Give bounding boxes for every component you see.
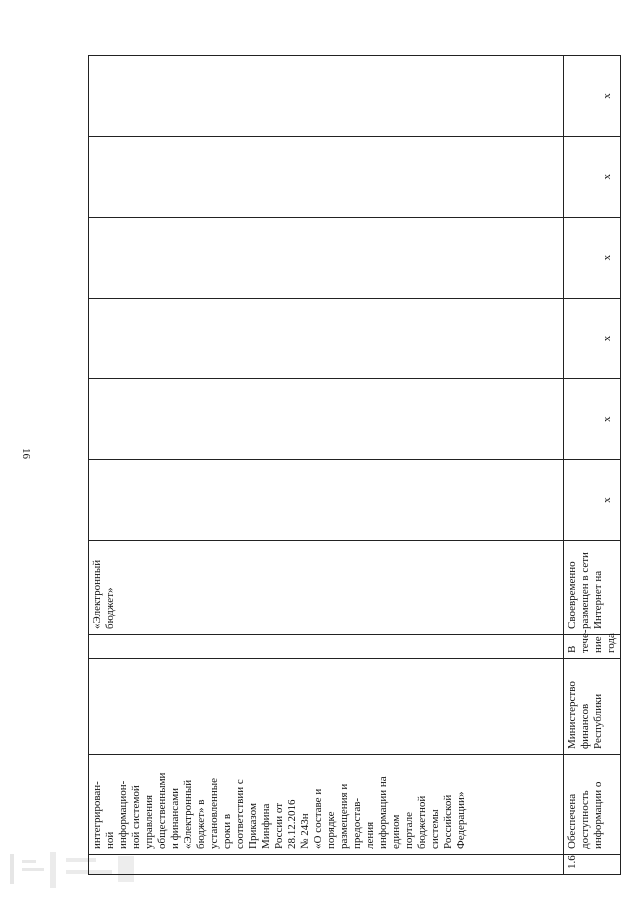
cell-mark: x: [564, 298, 621, 379]
cell-mark: [89, 379, 564, 460]
cell-task: интегрирован- ной информацион- ной системой управления общественными и финансами «Электронный бюджет» в установленные сроки в соответствии с Приказом Минфина России от 28.12.2016 № 243н «О составе и порядке размещения и предостав- ления информации на едином портале бюджетной системы Российской Федерации»: [89, 755, 564, 855]
cell-number: [89, 855, 564, 875]
cell-mark: [89, 460, 564, 541]
cell-mark: [89, 56, 564, 137]
cell-result: Своевременно размещен в сети Интернет на: [564, 541, 621, 635]
cell-mark: x: [564, 217, 621, 298]
cell-mark: x: [564, 379, 621, 460]
cell-mark: [89, 136, 564, 217]
report-table: [88, 55, 621, 875]
table-row-1-6: [564, 56, 621, 875]
page-number: 16: [20, 448, 32, 459]
cell-task: Обеспечена доступность информации о: [564, 755, 621, 855]
cell-mark: [89, 217, 564, 298]
cell-responsible: [89, 659, 564, 755]
cell-term: [89, 635, 564, 659]
table-row-continuation: [89, 56, 564, 875]
cell-mark: [89, 298, 564, 379]
cell-result: «Электронный бюджет»: [89, 541, 564, 635]
cell-mark: x: [564, 56, 621, 137]
cell-responsible: Министерство финансов Республики: [564, 659, 621, 755]
report-table-rotated: [88, 55, 617, 875]
cell-number: 1.6: [564, 855, 621, 875]
cell-mark: x: [564, 460, 621, 541]
cell-mark: x: [564, 136, 621, 217]
cell-term: В тече- ние года: [564, 635, 621, 659]
